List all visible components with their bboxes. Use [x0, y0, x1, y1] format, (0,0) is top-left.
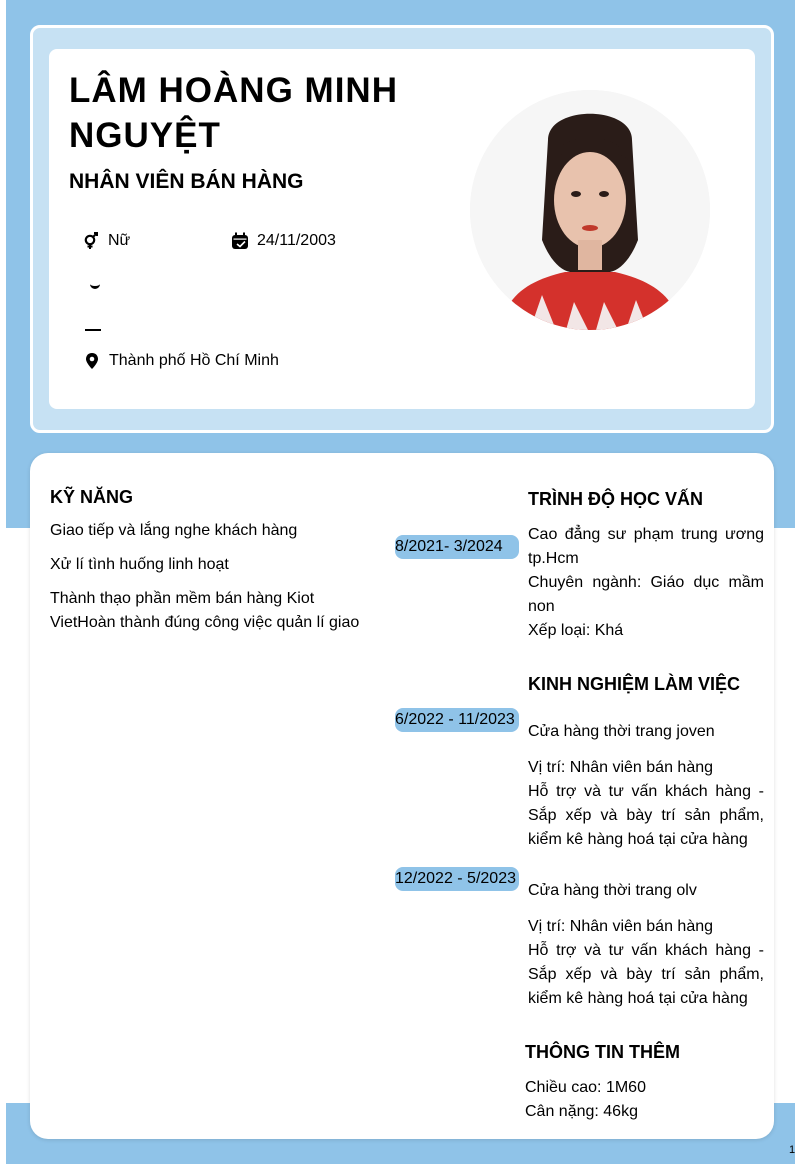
experience-date: 12/2022 - 5/2023: [395, 867, 519, 891]
avatar-photo: [470, 90, 710, 330]
location-pin-icon: [83, 352, 101, 370]
address-info: [83, 352, 279, 370]
experience-title: KINH NGHIỆM LÀM VIỆC: [528, 674, 741, 694]
experience-company: Cửa hàng thời trang joven: [528, 723, 715, 740]
gender-info: [82, 232, 130, 250]
birthday-info: [231, 232, 336, 250]
additional-title: THÔNG TIN THÊM: [525, 1042, 680, 1062]
education-title: TRÌNH ĐỘ HỌC VẤN: [528, 489, 703, 509]
birthday-value: 24/11/2003: [257, 232, 336, 249]
education-school: Cao đẳng sư phạm trung ương tp.Hcm: [528, 526, 764, 567]
experience-position: Vị trí: Nhân viên bán hàng: [528, 759, 714, 776]
experience-date: 6/2022 - 11/2023: [395, 708, 519, 732]
candidate-name: LÂM HOÀNG MINH NGUYỆT: [69, 71, 398, 155]
skill-item: Giao tiếp và lắng nghe khách hàng: [50, 522, 298, 539]
experience-description: Hỗ trợ và tư vấn khách hàng - Sắp xếp và bày trí sản phẩm, kiểm kê hàng hoá tại cửa hàng: [528, 783, 764, 848]
email-placeholder-mark: [85, 329, 101, 331]
skill-item: Thành thạo phần mềm bán hàng Kiot VietHoàn thành đúng công việc quản lí giao: [50, 590, 360, 631]
gender-icon: [82, 232, 100, 250]
education-major: Chuyên ngành: Giáo dục mầm non: [528, 574, 764, 615]
gender-value: Nữ: [108, 232, 131, 249]
experience-position: Vị trí: Nhân viên bán hàng: [528, 918, 714, 935]
job-title: NHÂN VIÊN BÁN HÀNG: [69, 170, 304, 193]
skills-title: KỸ NĂNG: [50, 487, 134, 507]
calendar-icon: [231, 232, 249, 250]
page-number: 1: [789, 1144, 796, 1156]
education-date: 8/2021- 3/2024: [395, 535, 519, 559]
height-value: Chiều cao: 1M60: [525, 1079, 646, 1096]
address-value: Thành phố Hồ Chí Minh: [109, 352, 279, 369]
experience-company: Cửa hàng thời trang olv: [528, 882, 697, 899]
weight-value: Cân nặng: 46kg: [525, 1103, 638, 1120]
education-rank: Xếp loại: Khá: [528, 622, 624, 639]
experience-description: Hỗ trợ và tư vấn khách hàng - Sắp xếp và bày trí sản phẩm, kiểm kê hàng hoá tại cửa hàng: [528, 942, 764, 1007]
skill-item: Xử lí tình huống linh hoạt: [50, 556, 229, 573]
